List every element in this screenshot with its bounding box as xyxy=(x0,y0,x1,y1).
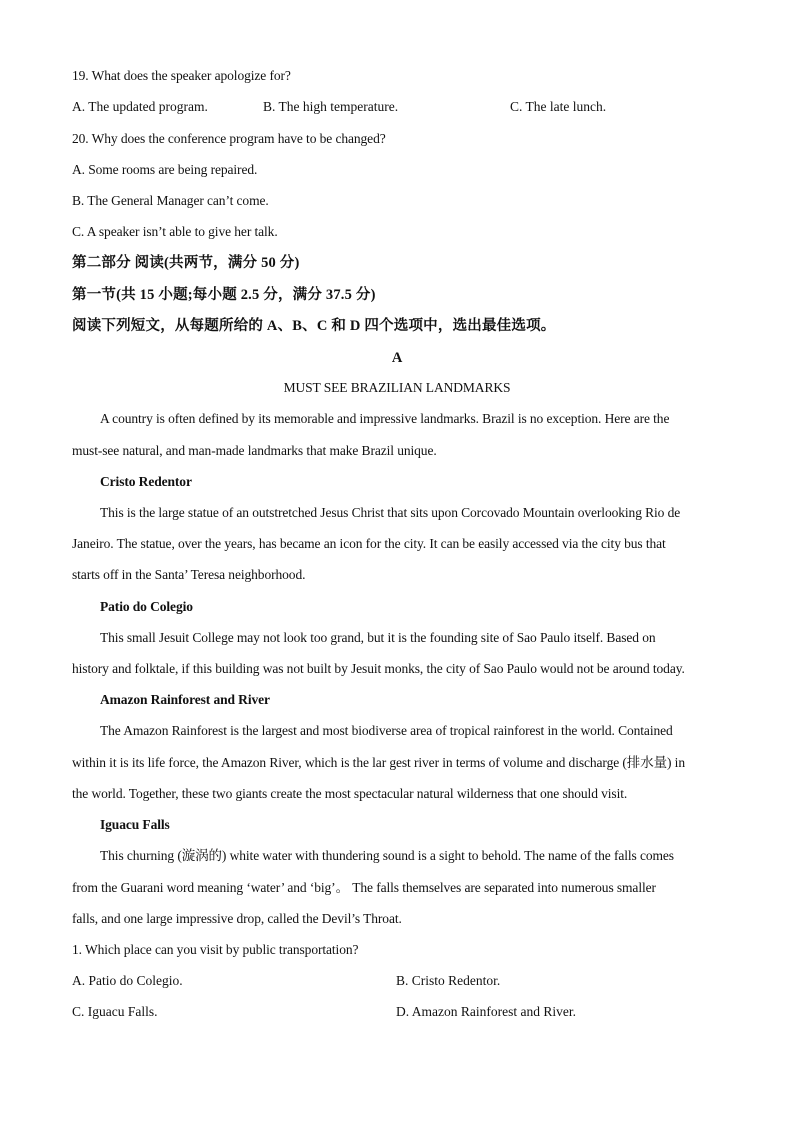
landmark-text-line: starts off in the Santa’ Teresa neighborhood. xyxy=(72,567,306,582)
q19-option-a: A. The updated program. xyxy=(72,99,208,114)
landmark-text-line: The Amazon Rainforest is the largest and most biodiverse area of tropical rainforest in the world. Contained xyxy=(100,723,673,738)
q20-option-b: B. The General Manager can’t come. xyxy=(72,193,269,208)
q1-option-a: A. Patio do Colegio. xyxy=(72,973,183,988)
intro-line: A country is often defined by its memorable and impressive landmarks. Brazil is no exception. Here are the xyxy=(100,411,670,426)
q1-option-d: D. Amazon Rainforest and River. xyxy=(396,1004,576,1019)
landmark-text-line: falls, and one large impressive drop, called the Devil’s Throat. xyxy=(72,911,402,926)
landmark-text-line: This is the large statue of an outstretched Jesus Christ that sits upon Corcovado Mountain overlooking Rio de xyxy=(100,505,681,520)
landmark-text-line: within it is its life force, the Amazon River, which is the lar gest river in terms of volume and discharge (排水量) in xyxy=(72,755,685,770)
q19-option-c: C. The late lunch. xyxy=(510,99,607,114)
q20-question: 20. Why does the conference program have to be changed? xyxy=(72,131,386,146)
q19-option-b: B. The high temperature. xyxy=(263,99,399,114)
section-heading: 第二部分 阅读(共两节，满分 50 分) xyxy=(72,255,300,271)
q1-option-c: C. Iguacu Falls. xyxy=(72,1004,158,1019)
landmark-text-line: This churning (漩涡的) white water with thundering sound is a sight to behold. The name of the falls comes xyxy=(100,848,674,863)
instruction: 阅读下列短文，从每题所给的 A、B、C 和 D 四个选项中，选出最佳选项。 xyxy=(72,318,556,334)
landmark-text-line: Janeiro. The statue, over the years, has became an icon for the city. It can be easily accessed via the city bus that xyxy=(72,536,666,551)
passage-title: MUST SEE BRAZILIAN LANDMARKS xyxy=(283,380,511,395)
landmark-heading: Patio do Colegio xyxy=(100,599,193,614)
q19-question: 19. What does the speaker apologize for? xyxy=(72,68,291,83)
q20-option-c: C. A speaker isn’t able to give her talk. xyxy=(72,224,278,239)
intro-line: must-see natural, and man-made landmarks that make Brazil unique. xyxy=(72,443,437,458)
landmark-text-line: from the Guarani word meaning ‘water’ and ‘big’。 The falls themselves are separated into numerous smaller xyxy=(72,880,656,895)
passage-letter: A xyxy=(391,350,403,366)
landmark-heading: Amazon Rainforest and River xyxy=(100,692,270,707)
q1-option-b: B. Cristo Redentor. xyxy=(396,973,501,988)
q20-option-a: A. Some rooms are being repaired. xyxy=(72,162,258,177)
q1-question: 1. Which place can you visit by public transportation? xyxy=(72,942,359,957)
landmark-text-line: history and folktale, if this building was not built by Jesuit monks, the city of Sao Paulo would not be around today. xyxy=(72,661,685,676)
landmark-text-line: the world. Together, these two giants create the most spectacular natural wilderness that one should visit. xyxy=(72,786,628,801)
landmark-heading: Iguacu Falls xyxy=(100,817,170,832)
landmark-heading: Cristo Redentor xyxy=(100,474,192,489)
landmark-text-line: This small Jesuit College may not look too grand, but it is the founding site of Sao Paulo itself. Based on xyxy=(100,630,656,645)
subsection-heading: 第一节(共 15 小题;每小题 2.5 分，满分 37.5 分) xyxy=(72,287,376,303)
